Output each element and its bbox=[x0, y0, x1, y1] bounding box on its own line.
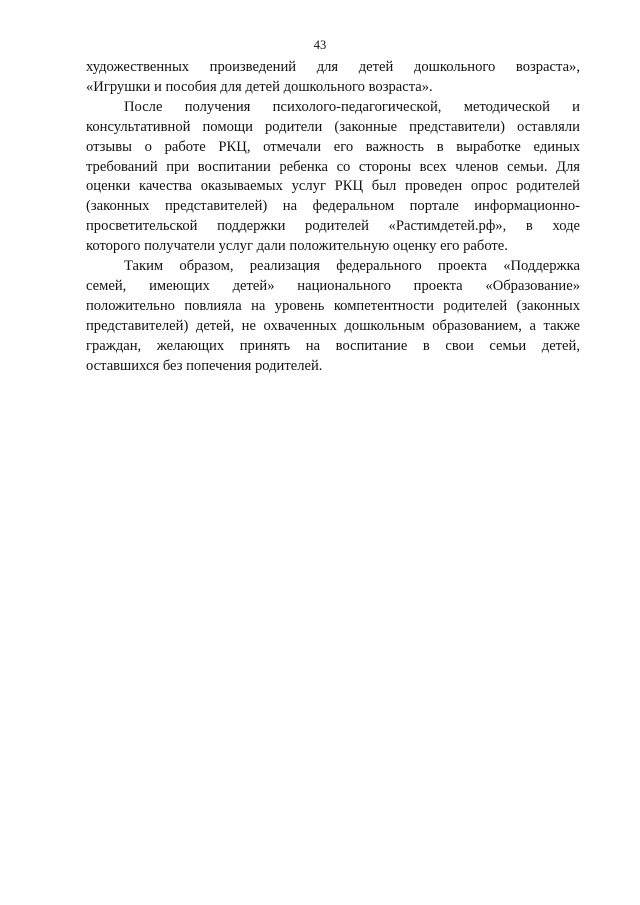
page-number: 43 bbox=[313, 38, 327, 52]
text-line: положительно повлияла на уровень компетентности родителей (законных bbox=[86, 297, 580, 314]
text-line: «Игрушки и пособия для детей дошкольного возраста». bbox=[86, 78, 433, 95]
paragraph-1 bbox=[86, 58, 580, 98]
text-line: просветительской поддержки родителей «Растимдетей.рф», в ходе bbox=[86, 218, 580, 235]
text-line: представителей) детей, не охваченных дошкольным образованием, а также bbox=[86, 317, 580, 334]
text-line: требований при воспитании ребенка со стороны всех членов семьи. Для bbox=[86, 158, 580, 175]
paragraph-2 bbox=[86, 98, 580, 257]
text-line: художественных произведений для детей дошкольного возраста», bbox=[86, 59, 580, 75]
text-line: отзывы о работе РКЦ, отмечали его важность в выработке единых bbox=[86, 138, 580, 155]
text-line: Таким образом, реализация федерального проекта «Поддержка bbox=[124, 258, 580, 275]
text-line: которого получатели услуг дали положительную оценку его работе. bbox=[86, 238, 508, 255]
text-line: После получения психолого-педагогической, методической и bbox=[124, 98, 580, 115]
text-line: консультативной помощи родители (законные представители) оставляли bbox=[86, 118, 580, 135]
text-line: (законных представителей) на федеральном портале информационно- bbox=[86, 198, 580, 215]
body-text bbox=[86, 58, 580, 377]
text-line: оценки качества оказываемых услуг РКЦ был проведен опрос родителей bbox=[86, 178, 580, 195]
text-line: семей, имеющих детей» национального проекта «Образование» bbox=[86, 277, 580, 294]
text-line: граждан, желающих принять на воспитание в свои семьи детей, bbox=[86, 337, 580, 354]
text-line: оставшихся без попечения родителей. bbox=[86, 357, 323, 374]
paragraph-3 bbox=[86, 257, 580, 376]
